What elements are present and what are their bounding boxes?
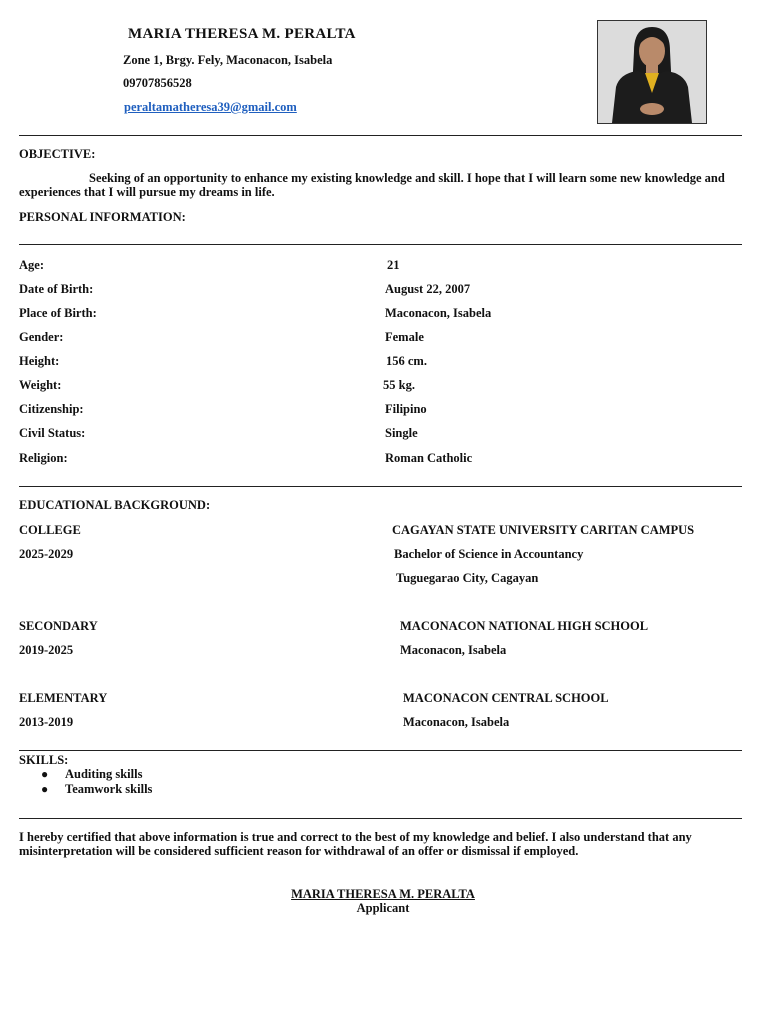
college-years: 2025-2029 bbox=[19, 547, 74, 561]
divider bbox=[19, 135, 742, 136]
college-school: CAGAYAN STATE UNIVERSITY CARITAN CAMPUS bbox=[392, 523, 695, 537]
label-gender: Gender: bbox=[19, 330, 64, 344]
certification-text: I hereby certified that above information is true and correct to the best of my knowledge and belief. I also understand that any misinterpretation will be considered sufficient reason for withdrawal of an offer or dismissal if employed. bbox=[19, 830, 692, 858]
value-religion: Roman Catholic bbox=[385, 451, 473, 465]
label-weight: Weight: bbox=[19, 378, 62, 392]
label-civil-status: Civil Status: bbox=[19, 426, 86, 440]
label-citizenship: Citizenship: bbox=[19, 402, 84, 416]
elementary-label: ELEMENTARY bbox=[19, 691, 108, 705]
elementary-location: Maconacon, Isabela bbox=[403, 715, 510, 729]
value-citizenship: Filipino bbox=[385, 402, 427, 416]
divider bbox=[19, 818, 742, 819]
portrait-image bbox=[598, 21, 706, 123]
label-religion: Religion: bbox=[19, 451, 68, 465]
skill-text: Auditing skills bbox=[65, 767, 143, 781]
skills-heading: SKILLS: bbox=[19, 753, 69, 767]
label-age: Age: bbox=[19, 258, 44, 272]
skills-list bbox=[19, 767, 152, 797]
signature-name: MARIA THERESA M. PERALTA bbox=[291, 887, 475, 901]
college-label: COLLEGE bbox=[19, 523, 81, 537]
skill-item bbox=[19, 767, 152, 782]
secondary-years: 2019-2025 bbox=[19, 643, 74, 657]
elementary-years: 2013-2019 bbox=[19, 715, 74, 729]
college-location: Tuguegarao City, Cagayan bbox=[396, 571, 539, 585]
elementary-school: MACONACON CENTRAL SCHOOL bbox=[403, 691, 609, 705]
value-age: 21 bbox=[387, 258, 400, 272]
value-civil-status: Single bbox=[385, 426, 418, 440]
address: Zone 1, Brgy. Fely, Maconacon, Isabela bbox=[123, 53, 333, 67]
objective-text: Seeking of an opportunity to enhance my existing knowledge and skill. I hope that I will learn some new knowledge and experiences that I will pursue my dreams in life. bbox=[19, 171, 725, 199]
divider bbox=[19, 750, 742, 751]
value-height: 156 cm. bbox=[386, 354, 427, 368]
secondary-school: MACONACON NATIONAL HIGH SCHOOL bbox=[400, 619, 649, 633]
value-weight: 55 kg. bbox=[383, 378, 415, 392]
education-heading: EDUCATIONAL BACKGROUND: bbox=[19, 498, 211, 512]
signature-title: Applicant bbox=[356, 901, 410, 915]
applicant-photo bbox=[597, 20, 707, 124]
email-link[interactable]: peraltamatheresa39@gmail.com bbox=[124, 100, 297, 114]
label-date-of-birth: Date of Birth: bbox=[19, 282, 94, 296]
divider bbox=[19, 486, 742, 487]
signature-block bbox=[0, 887, 766, 902]
phone-number: 09707856528 bbox=[123, 76, 192, 90]
label-height: Height: bbox=[19, 354, 60, 368]
bullet-icon: ● bbox=[41, 782, 49, 796]
bullet-icon: ● bbox=[41, 767, 49, 781]
applicant-name: MARIA THERESA M. PERALTA bbox=[128, 26, 356, 42]
secondary-location: Maconacon, Isabela bbox=[400, 643, 507, 657]
personal-info-heading: PERSONAL INFORMATION: bbox=[19, 210, 186, 224]
skill-text: Teamwork skills bbox=[65, 782, 153, 796]
skill-item bbox=[19, 782, 152, 797]
secondary-label: SECONDARY bbox=[19, 619, 98, 633]
objective-heading: OBJECTIVE: bbox=[19, 147, 96, 161]
divider bbox=[19, 244, 742, 245]
label-place-of-birth: Place of Birth: bbox=[19, 306, 97, 320]
value-date-of-birth: August 22, 2007 bbox=[385, 282, 471, 296]
college-degree: Bachelor of Science in Accountancy bbox=[394, 547, 584, 561]
value-place-of-birth: Maconacon, Isabela bbox=[385, 306, 492, 320]
value-gender: Female bbox=[385, 330, 424, 344]
